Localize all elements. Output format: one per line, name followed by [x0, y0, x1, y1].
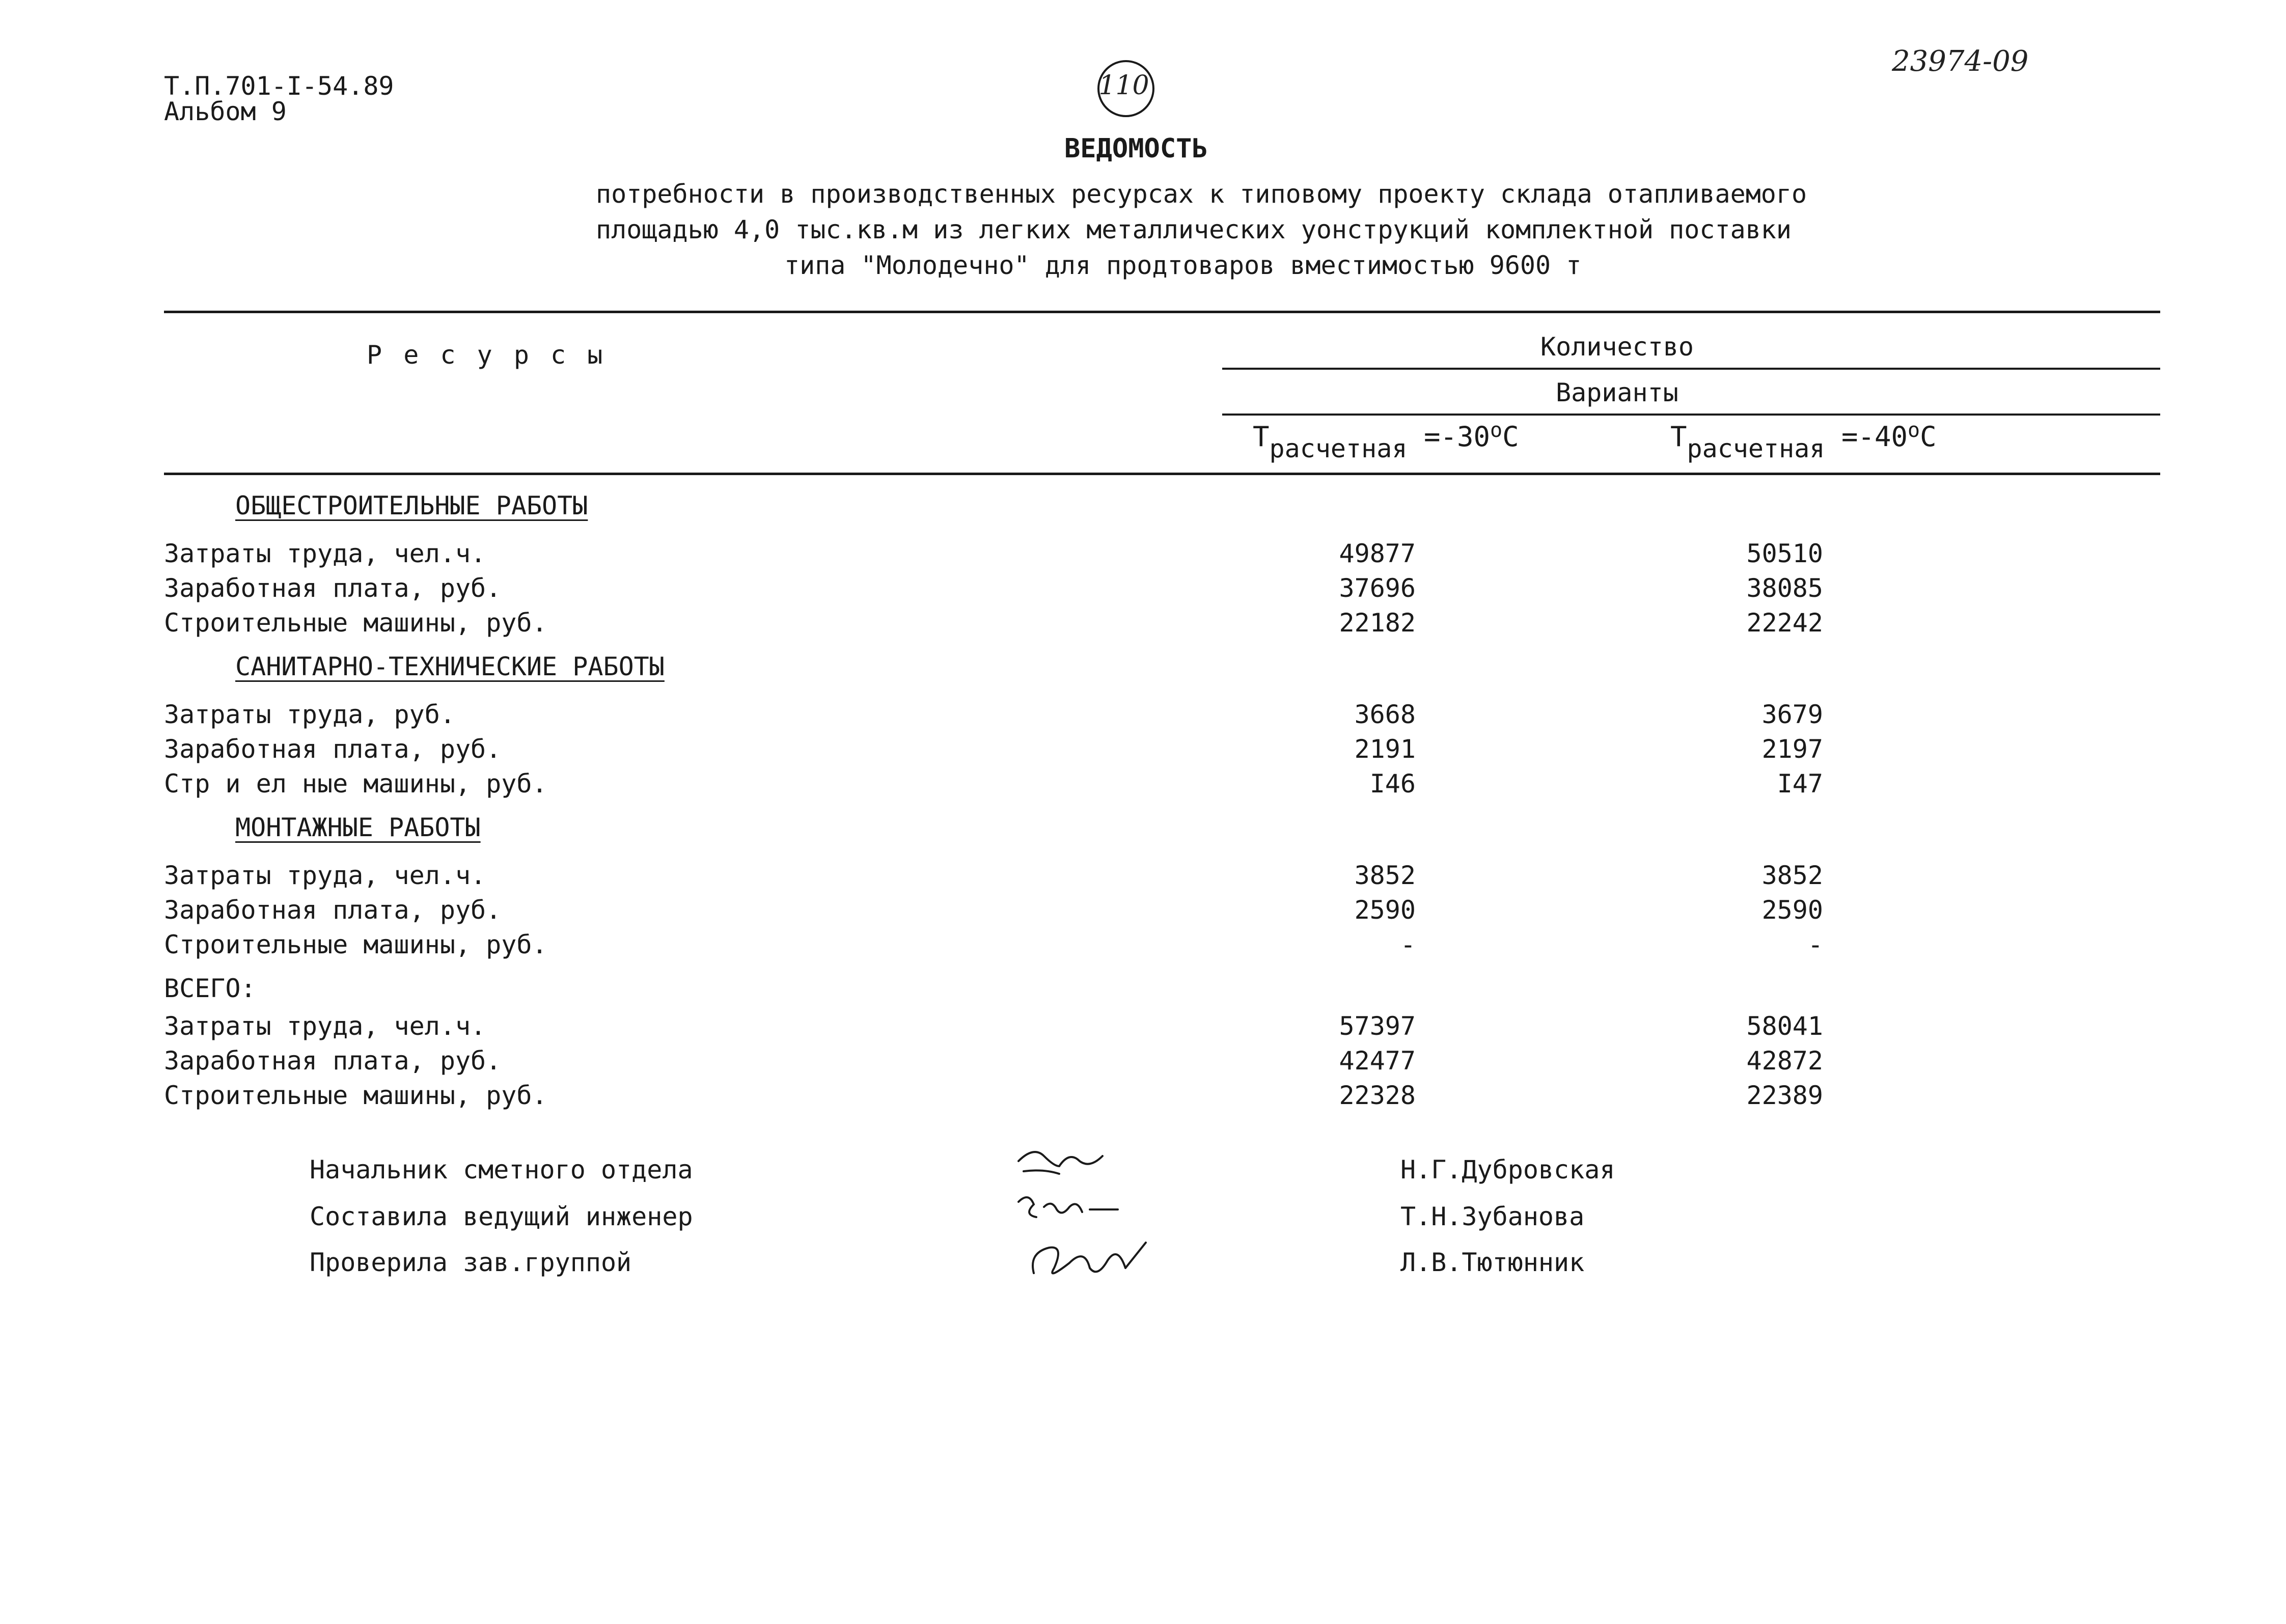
- resources-column-header: Р е с у р с ы: [367, 340, 606, 370]
- row-value-variant-1: 2191: [1354, 734, 1416, 764]
- row-value-variant-1: -: [1400, 930, 1416, 959]
- table-top-rule: [164, 311, 2160, 313]
- row-label: Заработная плата, руб.: [164, 573, 502, 603]
- row-label: Затраты труда, руб.: [164, 700, 455, 729]
- signature-role-head: Начальник сметного отдела: [310, 1155, 693, 1185]
- signature-scribble-1: [1013, 1141, 1115, 1187]
- signature-name-head: Н.Г.Дубровская: [1400, 1155, 1615, 1185]
- row-value-variant-2: 3852: [1761, 861, 1823, 890]
- row-value-variant-2: 50510: [1746, 539, 1823, 568]
- section-title-total: ВСЕГО:: [164, 974, 256, 1003]
- row-label: Строительные машины, руб.: [164, 930, 547, 959]
- row-value-variant-2: 38085: [1746, 573, 1823, 603]
- row-value-variant-1: 37696: [1339, 573, 1416, 603]
- row-value-variant-2: 2197: [1761, 734, 1823, 764]
- signature-role-group-head: Проверила зав.группой: [310, 1248, 632, 1277]
- row-value-variant-1: 3668: [1354, 700, 1416, 729]
- row-value-variant-1: 22328: [1339, 1081, 1416, 1110]
- document-code: Т.П.701-I-54.89: [164, 71, 394, 101]
- variants-header: Варианты: [1556, 378, 1678, 407]
- signature-name-group-head: Л.В.Тютюнник: [1400, 1248, 1585, 1277]
- row-value-variant-1: 3852: [1354, 861, 1416, 890]
- table-header-bottom-rule: [164, 473, 2160, 475]
- row-value-variant-1: 22182: [1339, 608, 1416, 638]
- quantity-column-header: Количество: [1540, 332, 1694, 362]
- row-value-variant-1: 42477: [1339, 1046, 1416, 1076]
- row-value-variant-1: 49877: [1339, 539, 1416, 568]
- title-line-1: потребности в производственных ресурсах к типовому проекту склада отапливаемого: [596, 179, 1807, 209]
- row-label: Строительные машины, руб.: [164, 1081, 547, 1110]
- row-value-variant-2: I47: [1777, 769, 1823, 799]
- row-label: Заработная плата, руб.: [164, 734, 502, 764]
- section-title-general-construction: ОБЩЕСТРОИТЕЛЬНЫЕ РАБОТЫ: [235, 491, 588, 520]
- quantity-rule: [1222, 368, 2160, 370]
- section-title-installation-works: МОНТАЖНЫЕ РАБОТЫ: [235, 813, 481, 842]
- signature-scribble-2: [1013, 1187, 1125, 1232]
- signature-name-engineer: Т.Н.Зубанова: [1400, 1202, 1585, 1231]
- variant-1-header: Трасчетная $=-30^оС$: [1253, 419, 1519, 463]
- album-label: Альбом 9: [164, 97, 287, 126]
- page-number: 110: [1098, 70, 1149, 101]
- row-label: Затраты труда, чел.ч.: [164, 861, 486, 890]
- variant-2-header: Трасчетная $=-40^оС$: [1670, 419, 1937, 463]
- variants-rule: [1222, 414, 2160, 416]
- row-label: Заработная плата, руб.: [164, 1046, 502, 1076]
- title-line-3: типа "Молодечно" для продтоваров вместимостью 9600 т: [784, 251, 1582, 280]
- row-value-variant-2: 3679: [1761, 700, 1823, 729]
- row-value-variant-2: -: [1807, 930, 1823, 959]
- row-label: Стр и ел ные машины, руб.: [164, 769, 547, 799]
- row-label: Затраты труда, чел.ч.: [164, 539, 486, 568]
- row-label: Заработная плата, руб.: [164, 895, 502, 925]
- title-line-2: площадью 4,0 тыс.кв.м из легких металлических уонструкций комплектной поставки: [596, 215, 1792, 244]
- row-value-variant-1: 57397: [1339, 1011, 1416, 1041]
- row-value-variant-2: 2590: [1761, 895, 1823, 925]
- document-heading: ВЕДОМОСТЬ: [1064, 133, 1208, 164]
- row-value-variant-2: 22242: [1746, 608, 1823, 638]
- section-title-sanitary-works: САНИТАРНО-ТЕХНИЧЕСКИЕ РАБОТЫ: [235, 652, 665, 681]
- row-value-variant-1: I46: [1369, 769, 1416, 799]
- signature-scribble-3: [1024, 1232, 1156, 1288]
- signature-role-engineer: Составила ведущий инженер: [310, 1202, 693, 1231]
- archive-number: 23974-09: [1892, 45, 2029, 78]
- row-value-variant-2: 42872: [1746, 1046, 1823, 1076]
- row-value-variant-2: 58041: [1746, 1011, 1823, 1041]
- row-label: Затраты труда, чел.ч.: [164, 1011, 486, 1041]
- row-label: Строительные машины, руб.: [164, 608, 547, 638]
- row-value-variant-2: 22389: [1746, 1081, 1823, 1110]
- row-value-variant-1: 2590: [1354, 895, 1416, 925]
